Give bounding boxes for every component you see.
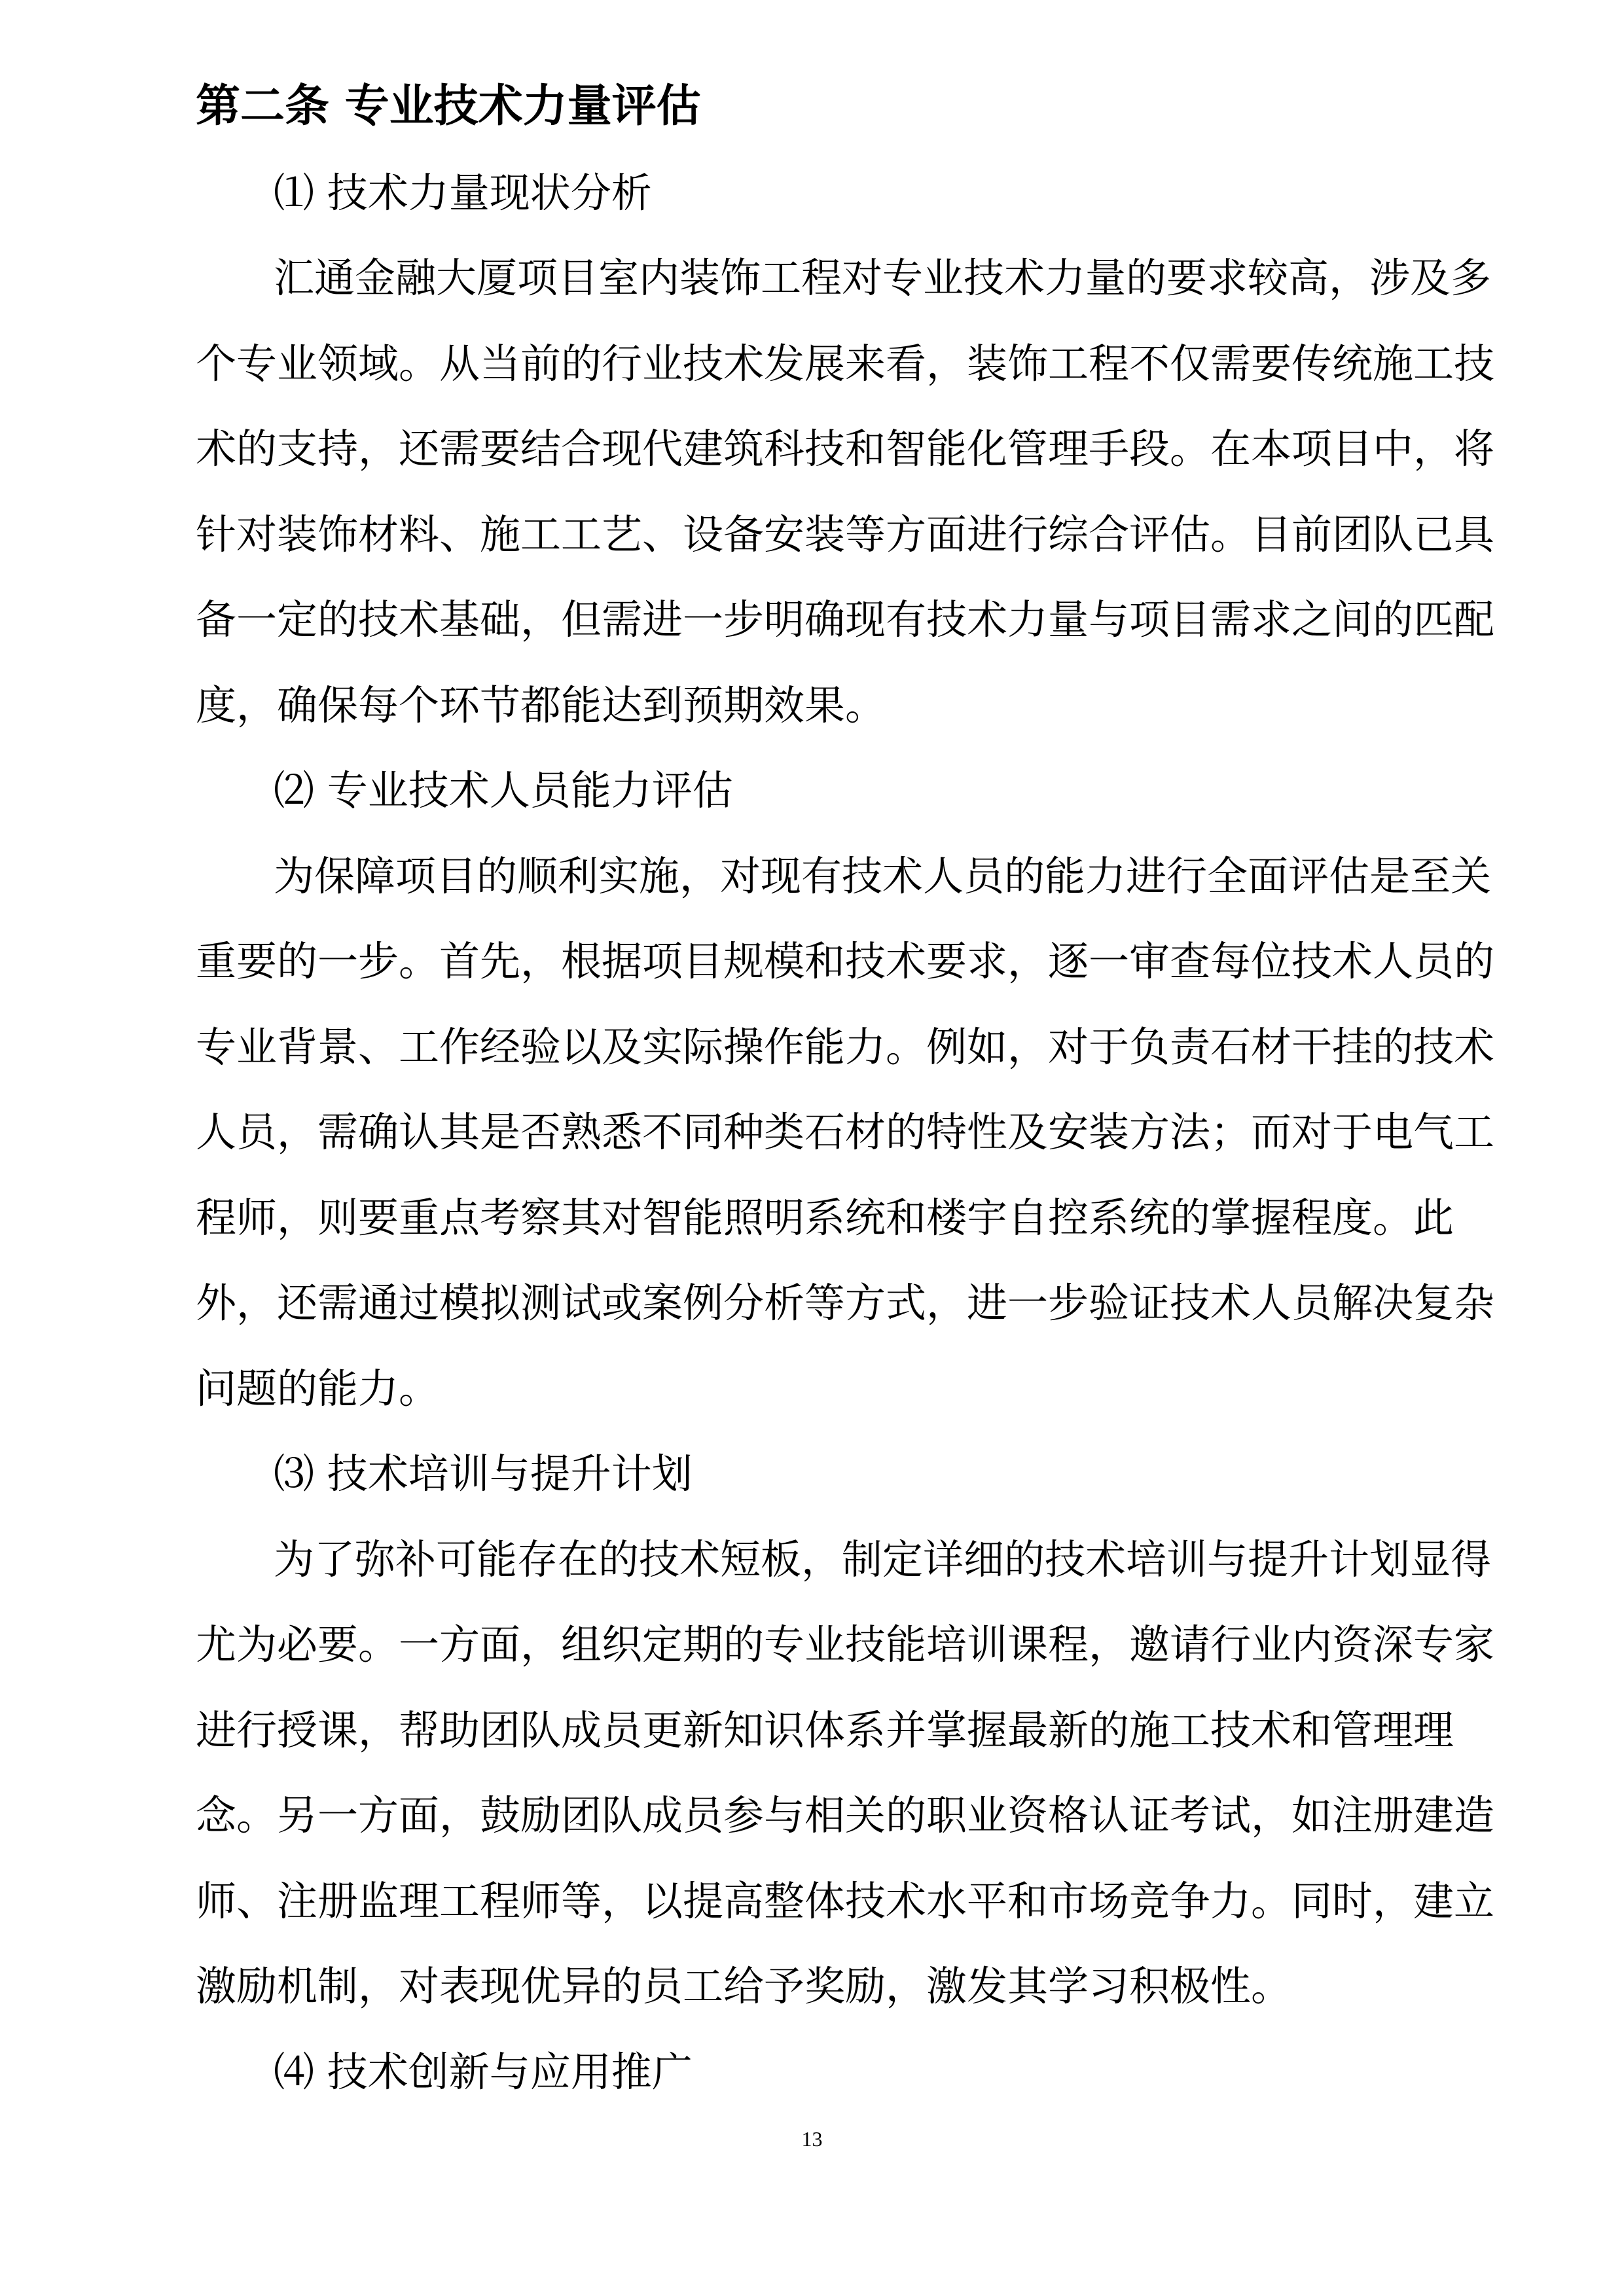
paragraph-line: 汇通金融大厦项目室内装饰工程对专业技术力量的要求较高，涉及多 — [274, 254, 1492, 302]
paragraph-line: 外，还需通过模拟测试或案例分析等方式，进一步验证技术人员解决复杂 — [196, 1279, 1495, 1327]
section-heading: ⑴ 技术力量现状分析 — [274, 168, 652, 217]
paragraph-line: 备一定的技术基础，但需进一步明确现有技术力量与项目需求之间的匹配 — [196, 596, 1495, 643]
paragraph-line: 念。另一方面，鼓励团队成员参与相关的职业资格认证考试，如注册建造 — [196, 1791, 1495, 1839]
section-heading: ⑷ 技术创新与应用推广 — [274, 2047, 693, 2096]
section-heading: ⑵ 专业技术人员能力评估 — [274, 766, 733, 814]
paragraph-line: 为保障项目的顺利实施，对现有技术人员的能力进行全面评估是至关 — [274, 852, 1492, 900]
paragraph-line: 个专业领域。从当前的行业技术发展来看，装饰工程不仅需要传统施工技 — [196, 339, 1495, 387]
paragraph-line: 进行授课，帮助团队成员更新知识体系并掌握最新的施工技术和管理理 — [196, 1706, 1454, 1754]
paragraph-line: 人员，需确认其是否熟悉不同种类石材的特性及安装方法；而对于电气工 — [196, 1108, 1495, 1156]
paragraph-line: 为了弥补可能存在的技术短板，制定详细的技术培训与提升计划显得 — [274, 1535, 1492, 1583]
paragraph-line: 重要的一步。首先，根据项目规模和技术要求，逐一审查每位技术人员的 — [196, 937, 1495, 985]
paragraph-line: 专业背景、工作经验以及实际操作能力。例如，对于负责石材干挂的技术 — [196, 1022, 1495, 1071]
paragraph-line: 度，确保每个环节都能达到预期效果。 — [196, 681, 886, 729]
section-heading: ⑶ 技术培训与提升计划 — [274, 1450, 693, 1498]
paragraph-line: 程师，则要重点考察其对智能照明系统和楼宇自控系统的掌握程度。此 — [196, 1193, 1454, 1242]
paragraph-line: 针对装饰材料、施工工艺、设备安装等方面进行综合评估。目前团队已具 — [196, 510, 1495, 558]
article-title: 第二条 专业技术力量评估 — [196, 81, 701, 132]
page-number: 13 — [801, 2127, 823, 2151]
paragraph-line: 激励机制，对表现优异的员工给予奖励，激发其学习积极性。 — [196, 1962, 1292, 2010]
paragraph-line: 师、注册监理工程师等，以提高整体技术水平和市场竞争力。同时，建立 — [196, 1876, 1495, 1925]
paragraph-line: 问题的能力。 — [196, 1364, 440, 1412]
paragraph-line: 术的支持，还需要结合现代建筑科技和智能化管理手段。在本项目中，将 — [196, 425, 1495, 473]
paragraph-line: 尤为必要。一方面，组织定期的专业技能培训课程，邀请行业内资深专家 — [196, 1621, 1495, 1668]
